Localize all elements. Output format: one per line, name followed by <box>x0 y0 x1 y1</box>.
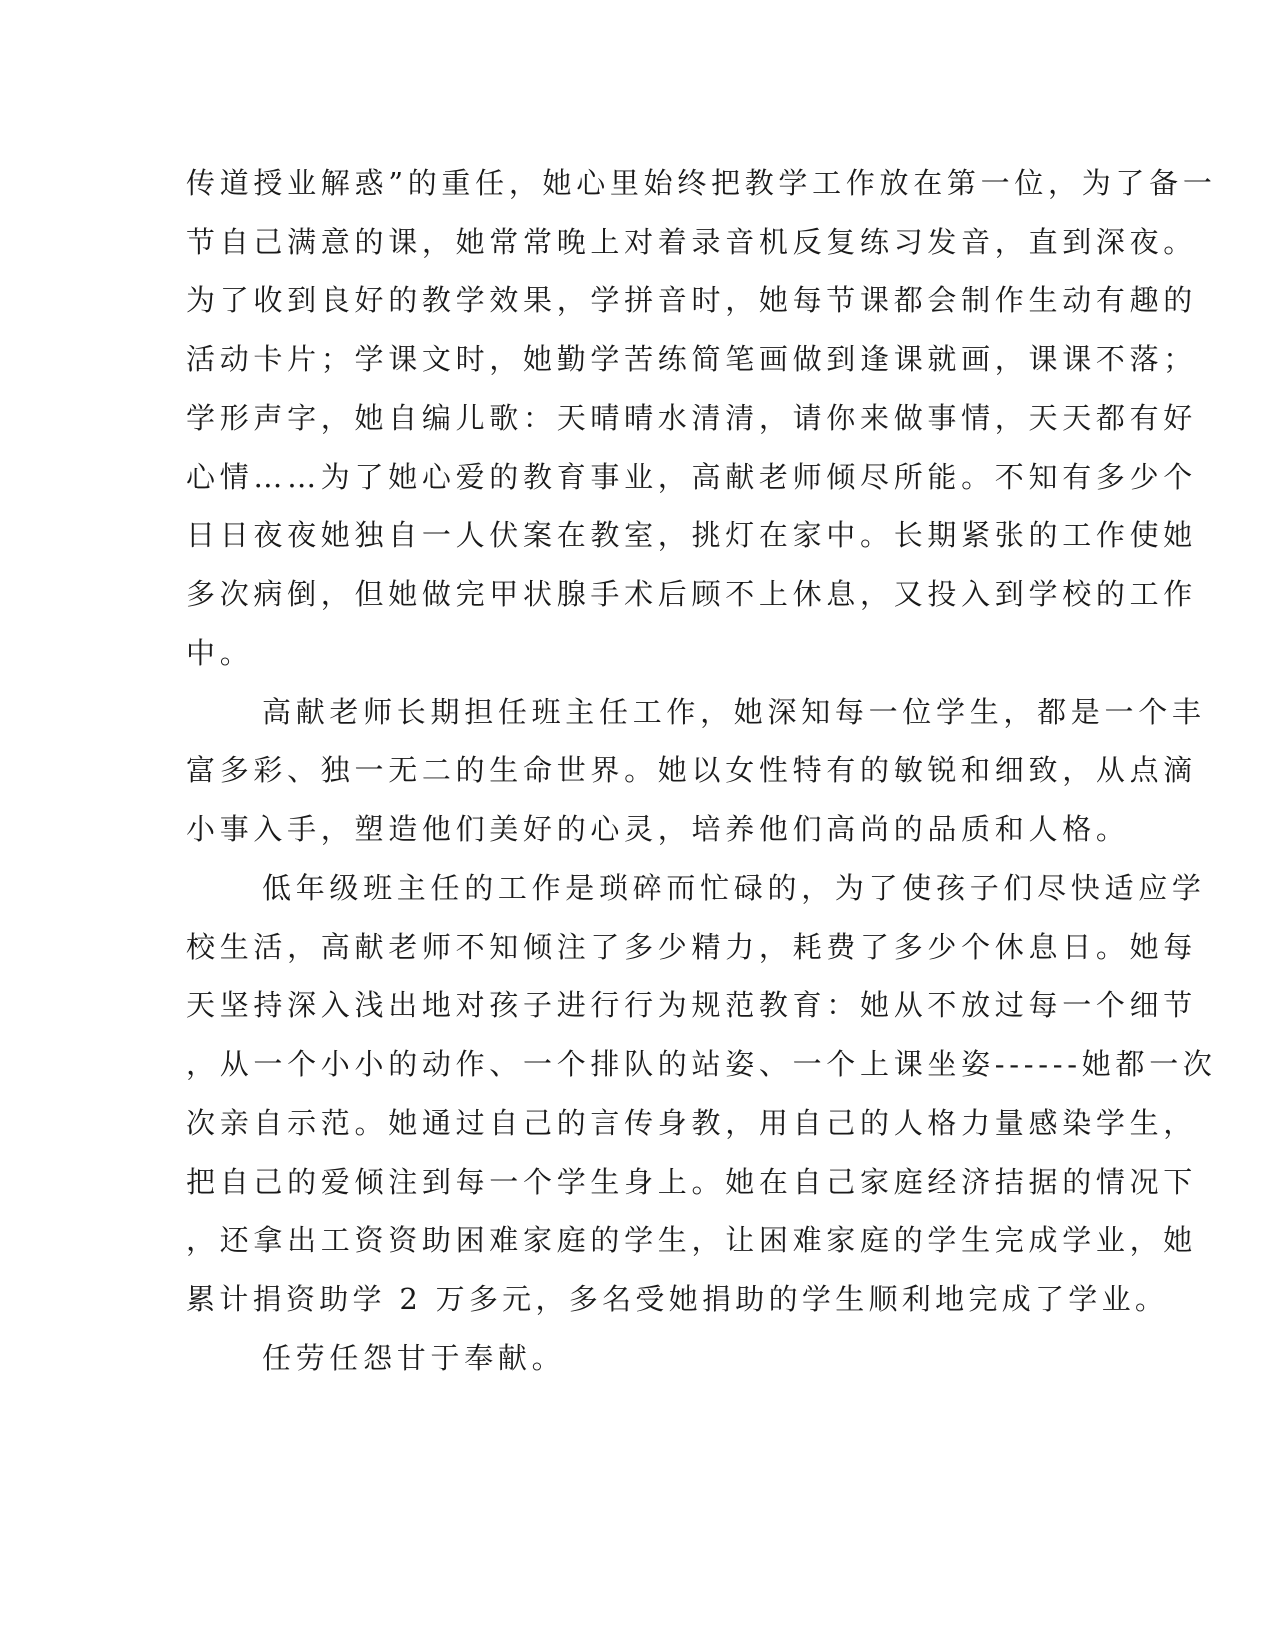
paragraph-first-line: 任劳任怨甘于奉献。 <box>262 1341 566 1375</box>
text-line: 心情……为了她心爱的教育事业，高献老师倾尽所能。不知有多少个 <box>186 460 1198 494</box>
text-line: 节自己满意的课，她常常晚上对着录音机反复练习发音，直到深夜。 <box>186 225 1198 259</box>
text-line: ，还拿出工资资助困难家庭的学生，让困难家庭的学生完成学业，她 <box>186 1223 1198 1257</box>
text-line: 次亲自示范。她通过自己的言传身教，用自己的人格力量感染学生， <box>186 1106 1198 1140</box>
text-line: 富多彩、独一无二的生命世界。她以女性特有的敏锐和细致，从点滴 <box>186 753 1198 787</box>
text-line: 把自己的爱倾注到每一个学生身上。她在自己家庭经济拮据的情况下 <box>186 1165 1198 1199</box>
text-line: 小事入手，塑造他们美好的心灵，培养他们高尚的品质和人格。 <box>186 812 1130 846</box>
paragraph-first-line: 低年级班主任的工作是琐碎而忙碌的，为了使孩子们尽快适应学 <box>262 871 1206 905</box>
text-line: 校生活，高献老师不知倾注了多少精力，耗费了多少个休息日。她每 <box>186 930 1198 964</box>
text-line: 活动卡片；学课文时，她勤学苦练简笔画做到逢课就画，课课不落； <box>186 342 1198 376</box>
text-line: 学形声字，她自编儿歌：天晴晴水清清，请你来做事情，天天都有好 <box>186 401 1198 435</box>
paragraph-first-line: 高献老师长期担任班主任工作，她深知每一位学生，都是一个丰 <box>262 695 1206 729</box>
text-line: 为了收到良好的教学效果，学拼音时，她每节课都会制作生动有趣的 <box>186 283 1198 317</box>
text-line: 多次病倒，但她做完甲状腺手术后顾不上休息，又投入到学校的工作 <box>186 577 1198 611</box>
text-line: ，从一个小小的动作、一个排队的站姿、一个上课坐姿------她都一次 <box>186 1047 1217 1081</box>
text-line: 中。 <box>186 636 254 670</box>
text-line: 日日夜夜她独自一人伏案在教室，挑灯在家中。长期紧张的工作使她 <box>186 518 1198 552</box>
text-line: 传道授业解惑”的重任，她心里始终把教学工作放在第一位，为了备一 <box>186 166 1217 200</box>
text-line: 天坚持深入浅出地对孩子进行行为规范教育：她从不放过每一个细节 <box>186 988 1198 1022</box>
text-line: 累计捐资助学 2 万多元，多名受她捐助的学生顺利地完成了学业。 <box>186 1282 1169 1316</box>
